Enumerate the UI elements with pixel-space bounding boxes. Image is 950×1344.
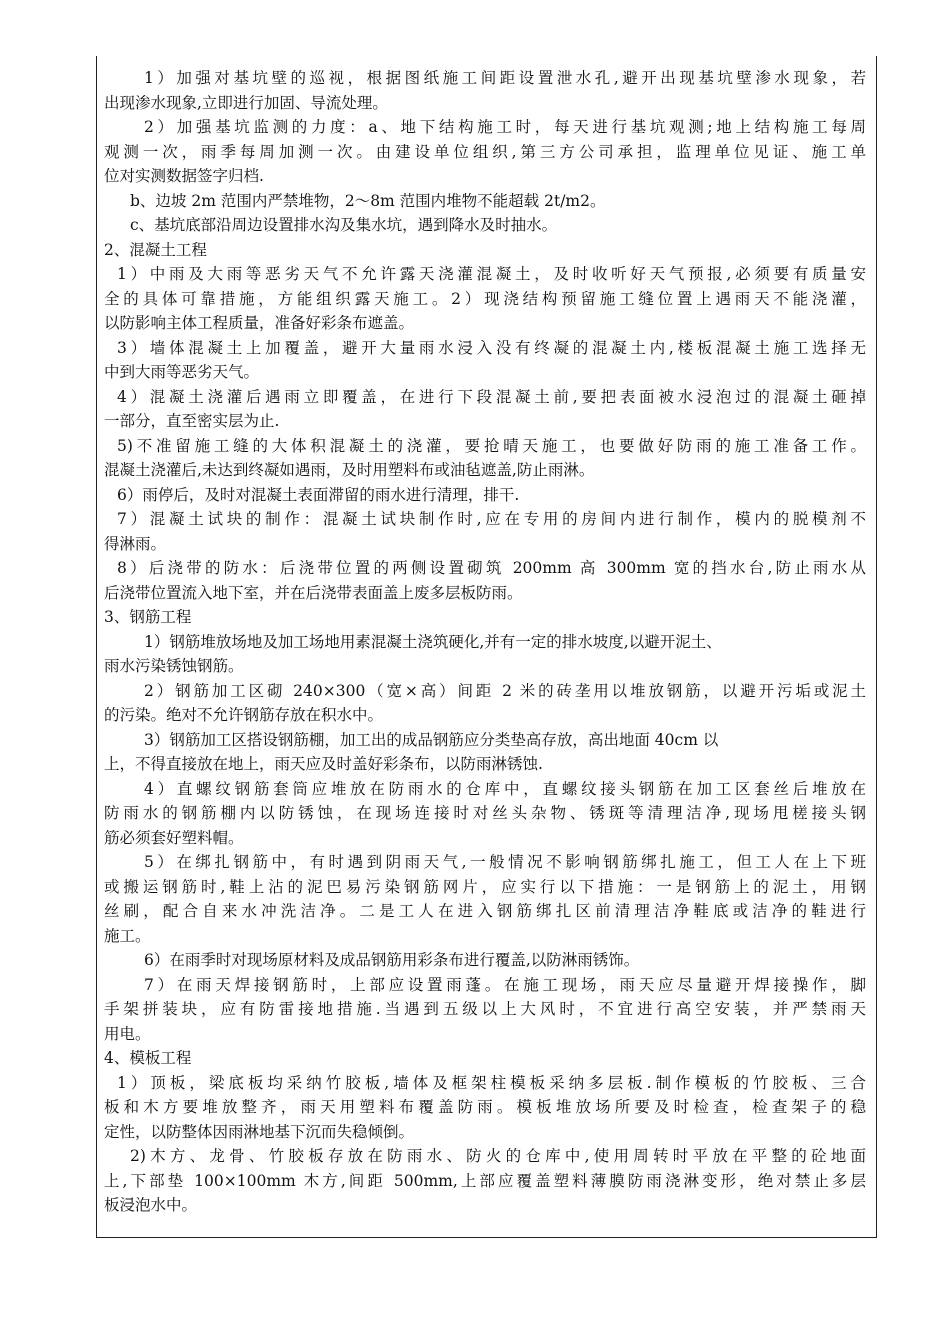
text-line: 4）直螺纹钢筋套筒应堆放在防雨水的仓库中，直螺纹接头钢筋在加工区套丝后堆放在 — [144, 779, 866, 798]
text-line: 观测一次，雨季每周加测一次。由建设单位组织,第三方公司承担，监理单位见证、施工单 — [104, 142, 866, 161]
text-line: 3、钢筋工程 — [104, 608, 192, 626]
text-line: 的污染。绝对不允许钢筋存放在积水中。 — [104, 706, 384, 724]
text-line: 混凝土浇灌后,未达到终凝如遇雨，及时用塑料布或油毡遮盖,防止雨淋。 — [104, 461, 595, 479]
text-line: 2）加强基坑监测的力度：a、地下结构施工时，每天进行基坑观测;地上结构施工每周 — [144, 118, 866, 136]
text-line: 用电。 — [104, 1024, 151, 1043]
text-line: 丝刷，配合自来水冲洗洁净。二是工人在进入钢筋绑扎区前清理洁净鞋底或洁净的鞋进行 — [104, 902, 866, 920]
text-line: 上，不得直接放在地上，雨天应及时盖好彩条布，以防雨淋锈蚀. — [104, 755, 543, 773]
text-line: 4）混凝土浇灌后遇雨立即覆盖，在进行下段混凝土前,要把表面被水浸泡过的混凝土砸掉 — [117, 387, 866, 406]
text-line: 1）钢筋堆放场地及加工场地用素混凝土浇筑硬化,并有一定的排水坡度,以避开泥土、 — [144, 632, 722, 651]
text-line: 后浇带位置流入地下室，并在后浇带表面盖上废多层板防雨。 — [104, 583, 523, 602]
text-line: 筋必须套好塑料帽。 — [104, 828, 244, 847]
text-line: 5）在绑扎钢筋中，有时遇到阴雨天气,一般情况不影响钢筋绑扎施工，但工人在上下班 — [144, 853, 866, 871]
text-line: 防雨水的钢筋棚内以防锈蚀，在现场连接时对丝头杂物、锈斑等清理洁净,现场甩槎接头钢 — [104, 804, 866, 822]
text-line: 1）中雨及大雨等恶劣天气不允许露天浇灌混凝土，及时收听好天气预报,必须要有质量安 — [117, 265, 866, 283]
text-line: 6）雨停后，及时对混凝土表面滞留的雨水进行清理，排干. — [117, 485, 520, 504]
text-line: 得淋雨。 — [104, 534, 167, 553]
text-line: 5)不准留施工缝的大体积混凝土的浇灌，要抢晴天施工，也要做好防雨的施工准备工作。 — [117, 436, 866, 455]
text-line: 板浸泡水中。 — [104, 1196, 198, 1214]
text-line: 施工。 — [104, 926, 151, 945]
text-line: 1）顶板，梁底板均采纳竹胶板,墙体及框架柱模板采纳多层板.制作模板的竹胶板、三合 — [117, 1073, 866, 1092]
text-line: 6）在雨季时对现场原材料及成品钢筋用彩条布进行覆盖,以防淋雨锈饰。 — [144, 951, 640, 969]
text-line: 4、模板工程 — [104, 1049, 192, 1067]
text-line: 上,下部垫 100×100mm 木方,间距 500mm,上部应覆盖塑料薄膜防雨浇淋变形，绝对禁止多层 — [104, 1171, 866, 1190]
text-line: b、边坡 2m 范围内严禁堆物，2～8m 范围内堆物不能超载 2t/m2。 — [130, 191, 606, 210]
text-line: 8）后浇带的防水：后浇带位置的两侧设置砌筑 200mm 高 300mm 宽的挡水台,防止雨水从 — [117, 559, 866, 577]
text-line: 或搬运钢筋时,鞋上沾的泥巴易污染钢筋网片，应实行以下措施：一是钢筋上的泥土，用钢 — [104, 877, 866, 896]
text-line: 板和木方要堆放整齐，雨天用塑料布覆盖防雨。模板堆放场所要及时检查，检查架子的稳 — [104, 1098, 866, 1116]
text-line: 3）钢筋加工区搭设钢筋棚，加工出的成品钢筋应分类垫高存放，高出地面 40cm 以 — [144, 730, 719, 749]
text-line: 定性，以防整体因雨淋地基下沉而失稳倾倒。 — [104, 1122, 415, 1141]
text-line: 雨水污染锈蚀钢筋。 — [104, 657, 244, 675]
text-line: 手架拼装块，应有防雷接地措施.当遇到五级以上大风时，不宜进行高空安装，并严禁雨天 — [104, 1000, 866, 1018]
document-body — [104, 66, 866, 1218]
text-line: 出现渗水现象,立即进行加固、导流处理。 — [104, 93, 388, 112]
text-line: 1）加强对基坑壁的巡视，根据图纸施工间距设置泄水孔,避开出现基坑壁渗水现象，若 — [144, 69, 866, 87]
text-line: 中到大雨等恶劣天气。 — [104, 363, 260, 381]
text-line: 3）墙体混凝土上加覆盖，避开大量雨水浸入没有终凝的混凝土内,楼板混凝土施工选择无 — [117, 338, 866, 357]
text-line: 位对实测数据签字归档. — [104, 167, 264, 185]
text-line: 以防影响主体工程质量，准备好彩条布遮盖。 — [104, 314, 415, 332]
text-line: 7）混凝土试块的制作：混凝土试块制作时,应在专用的房间内进行制作，模内的脱模剂不 — [117, 510, 866, 528]
text-line: 2)木方、龙骨、竹胶板存放在防雨水、防火的仓库中,使用周转时平放在平整的砼地面 — [130, 1147, 866, 1165]
text-line: 7）在雨天焊接钢筋时，上部应设置雨蓬。在施工现场，雨天应尽量避开焊接操作，脚 — [144, 975, 866, 994]
text-line: 全的具体可靠措施，方能组织露天施工。2）现浇结构预留施工缝位置上遇雨天不能浇灌， — [104, 289, 866, 308]
text-line: 2、混凝土工程 — [104, 240, 207, 259]
text-line: 2）钢筋加工区砌 240×300（宽×高）间距 2 米的砖垄用以堆放钢筋，以避开污垢或泥土 — [144, 681, 866, 700]
text-line: c、基坑底部沿周边设置排水沟及集水坑，遇到降水及时抽水。 — [130, 216, 558, 234]
text-line: 一部分，直至密实层为止. — [104, 412, 280, 430]
